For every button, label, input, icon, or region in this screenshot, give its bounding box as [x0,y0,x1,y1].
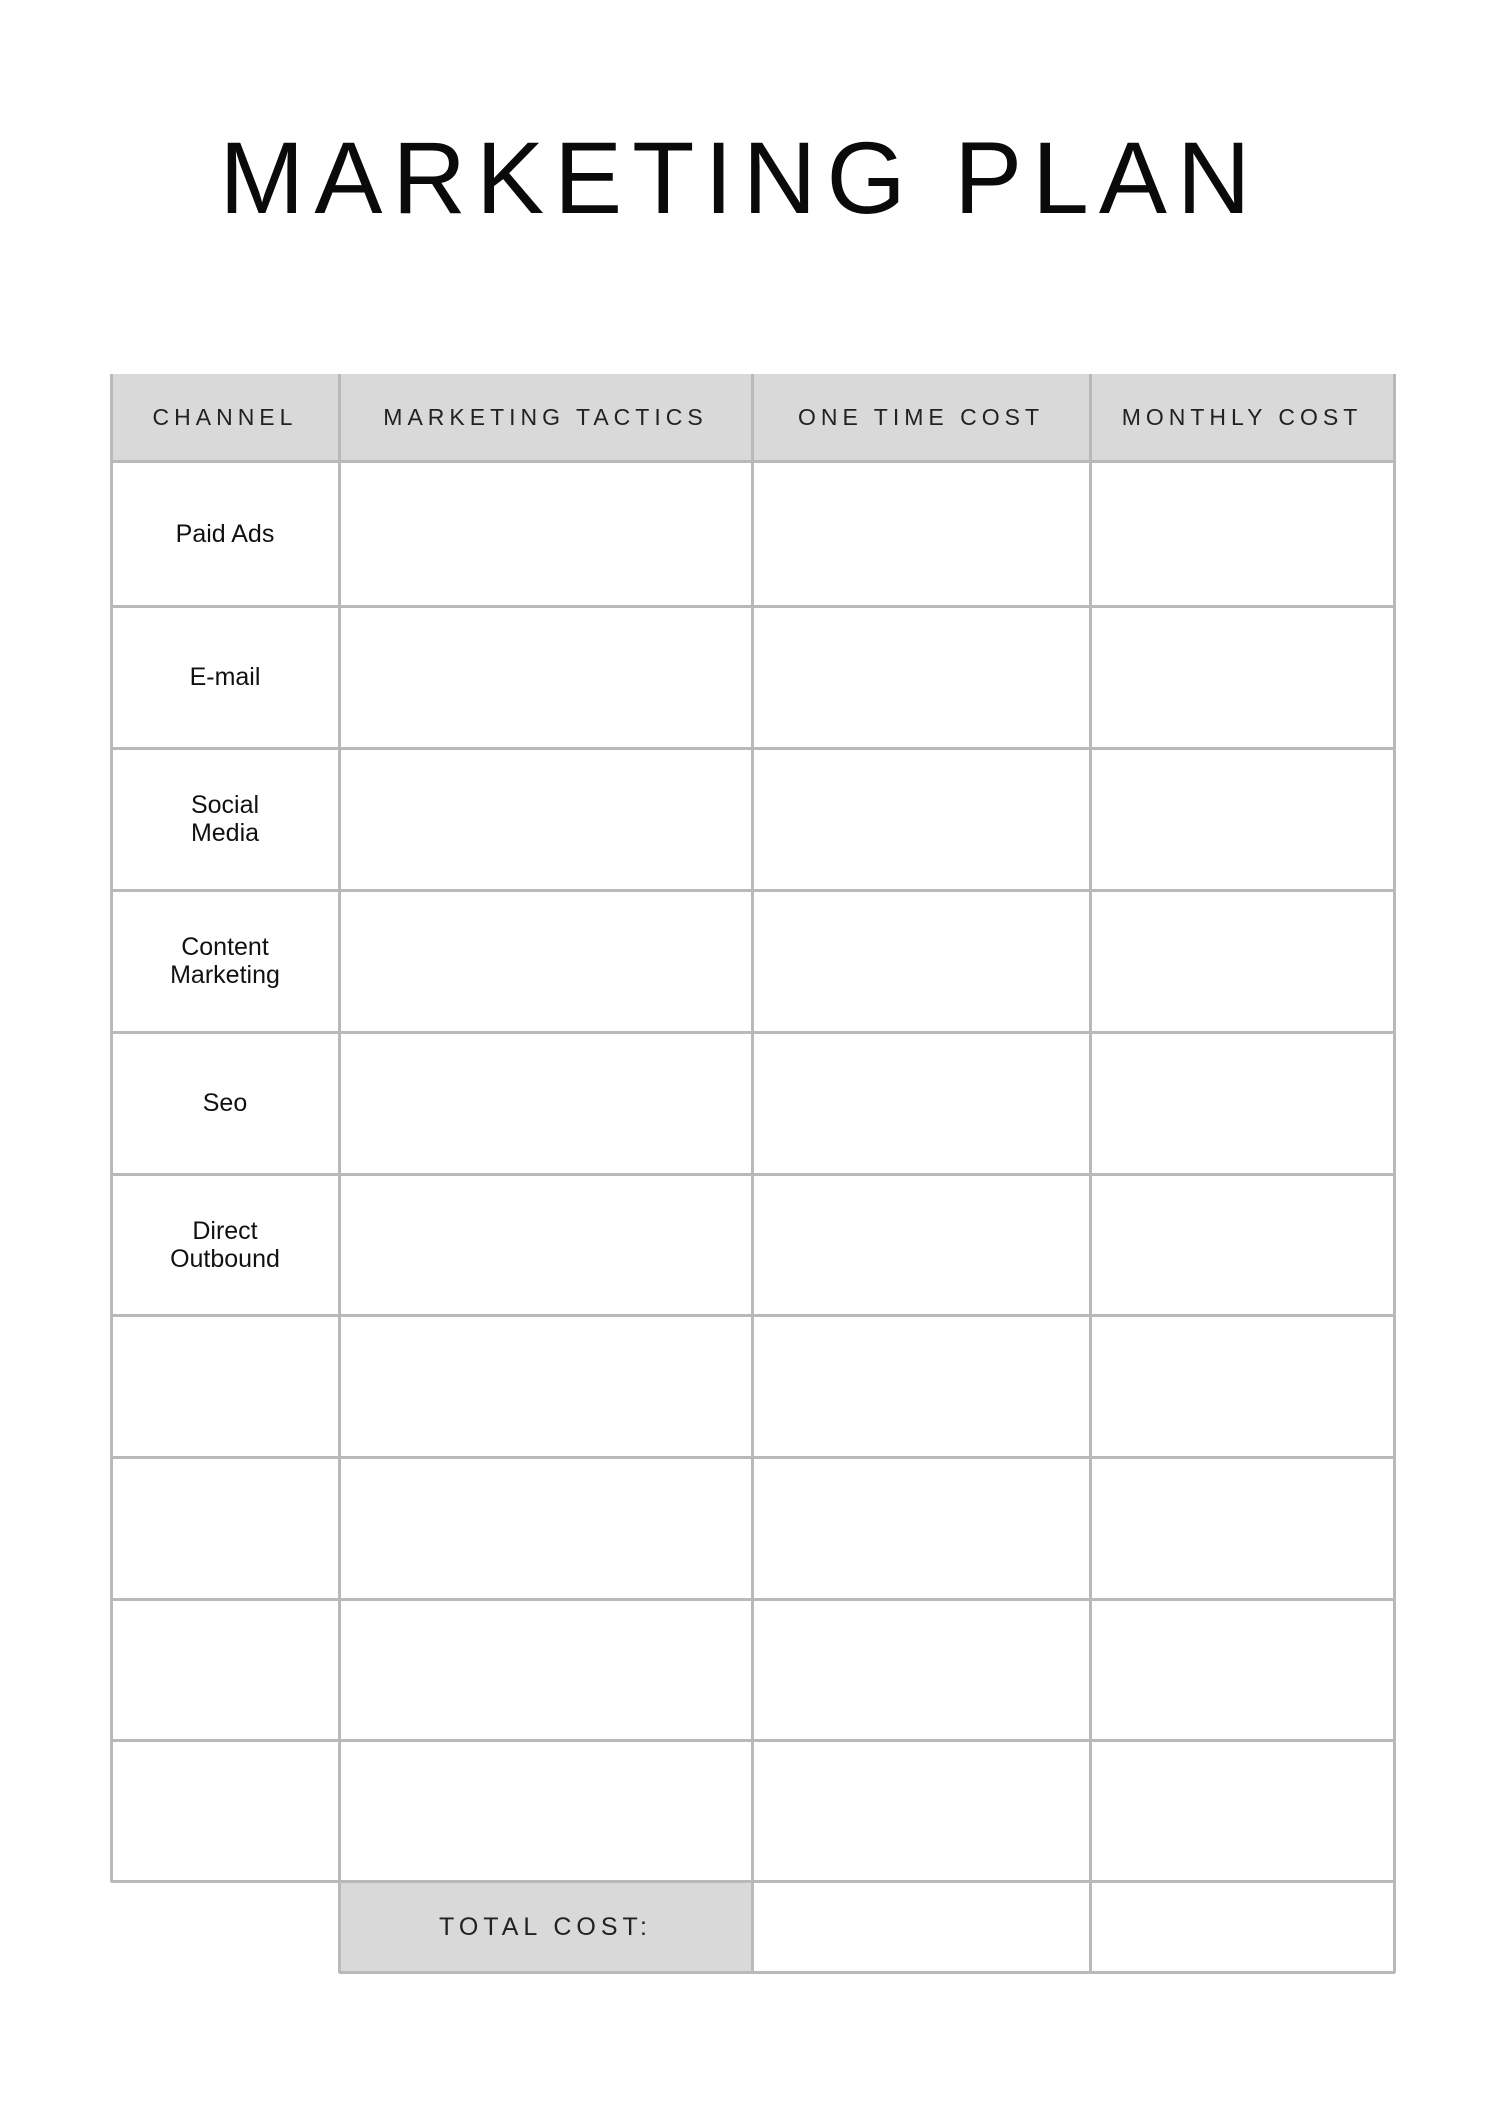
one-time-cost-cell[interactable] [752,1457,1090,1599]
channel-cell: Social Media [190,791,260,847]
header-monthly-cost: MONTHLY COST [1090,374,1394,461]
marketing-tactics-cell[interactable] [339,890,752,1032]
one-time-cost-cell[interactable] [752,1740,1090,1881]
channel-cell [111,1457,339,1599]
monthly-cost-cell[interactable] [1090,1315,1394,1457]
marketing-tactics-cell[interactable] [339,1457,752,1599]
one-time-cost-cell[interactable] [752,606,1090,748]
monthly-cost-cell[interactable] [1090,890,1394,1032]
monthly-cost-cell[interactable] [1090,1032,1394,1174]
one-time-cost-cell[interactable] [752,890,1090,1032]
grid-line [111,1880,1395,1883]
marketing-tactics-cell[interactable] [339,606,752,748]
monthly-cost-cell[interactable] [1090,748,1394,890]
header-marketing-tactics: MARKETING TACTICS [339,374,752,461]
monthly-cost-cell[interactable] [1090,461,1394,606]
one-time-cost-cell[interactable] [752,748,1090,890]
one-time-cost-cell[interactable] [752,1599,1090,1740]
total-one-time-cost-cell[interactable] [752,1881,1090,1973]
monthly-cost-cell[interactable] [1090,1740,1394,1881]
grid-line [111,460,1395,463]
monthly-cost-cell[interactable] [1090,606,1394,748]
marketing-tactics-cell[interactable] [339,1599,752,1740]
monthly-cost-cell[interactable] [1090,1457,1394,1599]
channel-cell: Direct Outbound [170,1216,280,1273]
monthly-cost-cell[interactable] [1090,1174,1394,1315]
grid-line [111,1173,1395,1176]
channel-cell [111,1599,339,1740]
grid-line [111,1314,1395,1317]
header-one-time-cost: ONE TIME COST [752,374,1090,461]
one-time-cost-cell[interactable] [752,461,1090,606]
grid-line [111,747,1395,750]
marketing-tactics-cell[interactable] [339,461,752,606]
monthly-cost-cell[interactable] [1090,1599,1394,1740]
page-title: MARKETING PLAN [219,121,1261,235]
marketing-tactics-cell[interactable] [339,1032,752,1174]
channel-cell: Content Marketing [170,933,280,989]
grid-line [111,1031,1395,1034]
channel-cell: Seo [202,1089,248,1117]
grid-line [339,1971,1395,1974]
grid-line [111,1456,1395,1459]
total-monthly-cost-cell[interactable] [1090,1881,1394,1973]
marketing-tactics-cell[interactable] [339,748,752,890]
channel-cell: E-mail [189,663,261,691]
total-cost-label: TOTAL COST: [339,1881,752,1973]
grid-line [111,1598,1395,1601]
grid-line [111,605,1395,608]
grid-line [111,1739,1395,1742]
channel-cell: Paid Ads [175,519,275,548]
grid-line [111,889,1395,892]
header-channel: CHANNEL [111,374,339,461]
marketing-tactics-cell[interactable] [339,1174,752,1315]
channel-cell [111,1740,339,1881]
one-time-cost-cell[interactable] [752,1315,1090,1457]
one-time-cost-cell[interactable] [752,1032,1090,1174]
marketing-tactics-cell[interactable] [339,1315,752,1457]
one-time-cost-cell[interactable] [752,1174,1090,1315]
channel-cell [111,1315,339,1457]
grid-line [110,374,113,1882]
marketing-tactics-cell[interactable] [339,1740,752,1881]
